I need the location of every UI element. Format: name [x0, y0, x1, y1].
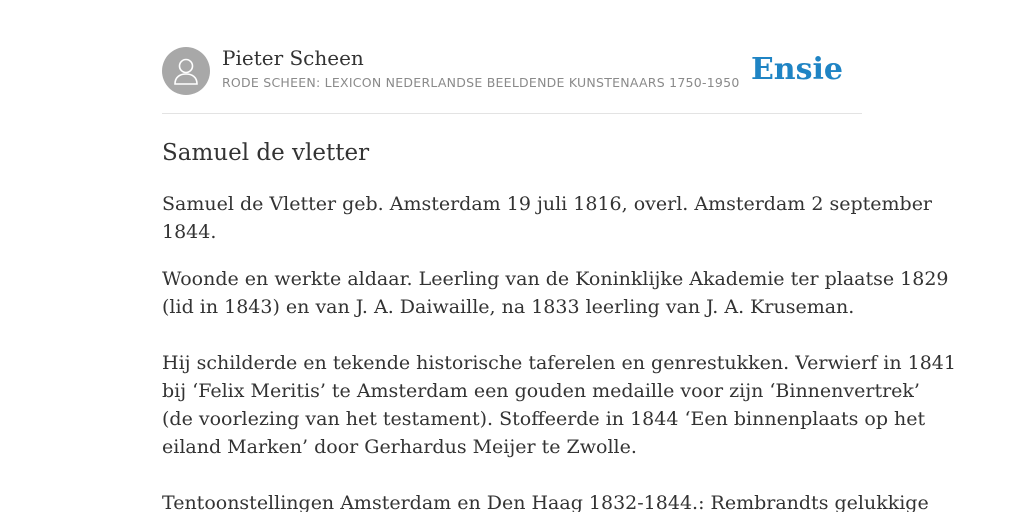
- author-name[interactable]: Pieter Scheen: [222, 46, 364, 70]
- avatar[interactable]: [162, 47, 210, 95]
- paragraph-line: bij ‘Felix Meritis’ te Amsterdam een gouden medaille voor zijn ‘Binnenvertrek’: [162, 380, 920, 402]
- source-title[interactable]: RODE SCHEEN: LEXICON NEDERLANDSE BEELDENDE KUNSTENAARS 1750-1950: [222, 75, 740, 90]
- paragraph-line: eiland Marken’ door Gerhardus Meijer te Zwolle.: [162, 436, 637, 458]
- paragraph: [162, 265, 949, 321]
- brand-logo[interactable]: Ensie: [750, 52, 843, 87]
- paragraph-line: Samuel de Vletter geb. Amsterdam 19 juli 1816, overl. Amsterdam 2 september: [162, 193, 933, 215]
- paragraph-line: Woonde en werkte aldaar. Leerling van de Koninklijke Akademie ter plaatse 1829: [162, 268, 949, 290]
- author-header: [162, 46, 862, 96]
- entry-title: Samuel de vletter: [162, 140, 370, 166]
- paragraph: [162, 349, 956, 461]
- paragraph-line: (de voorlezing van het testament). Stoffeerde in 1844 ‘Een binnenplaats op het: [162, 408, 926, 430]
- paragraph: [162, 190, 933, 246]
- paragraph: [162, 489, 929, 512]
- entry-content: [162, 190, 956, 512]
- paragraph-line: (lid in 1843) en van J. A. Daiwaille, na 1833 leerling van J. A. Kruseman.: [162, 296, 855, 318]
- user-icon: [173, 57, 199, 85]
- paragraph-line: Hij schilderde en tekende historische taferelen en genrestukken. Verwierf in 1841: [162, 352, 956, 374]
- header-divider: [162, 113, 862, 114]
- paragraph-line: Tentoonstellingen Amsterdam en Den Haag 1832-1844.: Rembrandts gelukkige: [162, 492, 929, 512]
- paragraph-line: 1844.: [162, 221, 217, 243]
